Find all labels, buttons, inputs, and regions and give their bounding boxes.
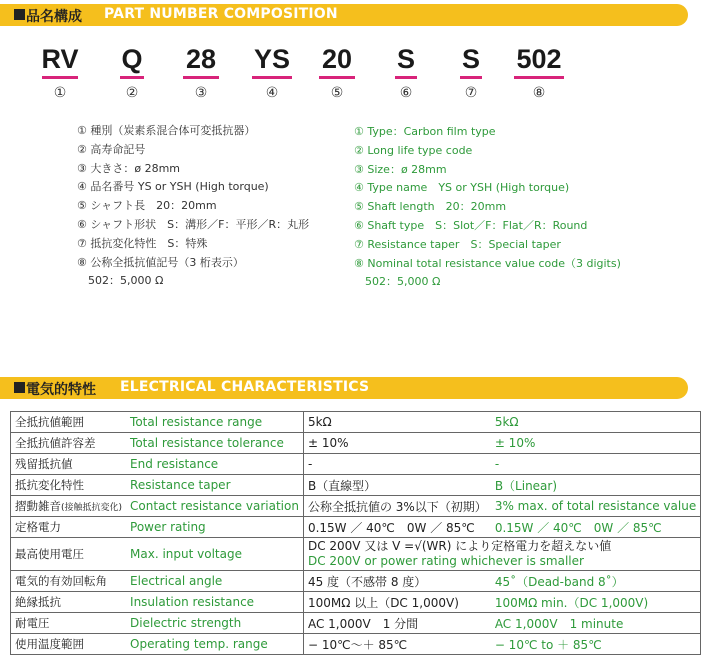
row-label-jp: 最高使用電圧 bbox=[11, 538, 127, 571]
code-underline bbox=[120, 76, 144, 79]
legend-item: ⑧ 公称全抵抗値記号（3 桁表示） bbox=[77, 255, 244, 269]
row-label-en: Power rating bbox=[126, 517, 303, 538]
row-value-jp: AC 1,000V 1 分間 bbox=[303, 613, 490, 634]
part-code-1 bbox=[30, 44, 90, 101]
legend-japanese bbox=[77, 122, 309, 291]
row-label-en: Insulation resistance bbox=[126, 592, 303, 613]
row-value-jp: 100MΩ 以上（DC 1,000V) bbox=[303, 592, 490, 613]
legend-item: 502：5,000 Ω bbox=[354, 275, 441, 289]
section-header-electrical bbox=[0, 377, 688, 399]
electrical-characteristics-table bbox=[10, 411, 701, 655]
legend-item: 502：5,000 Ω bbox=[77, 274, 164, 288]
table-row bbox=[11, 634, 701, 655]
legend-item: ④ 品名番号 YS or YSH (High torque) bbox=[77, 180, 269, 194]
code-underline bbox=[514, 76, 564, 79]
part-code-6 bbox=[376, 44, 436, 101]
label-main: 摺動雑音 bbox=[15, 499, 61, 513]
row-value-en: AC 1,000V 1 minute bbox=[491, 613, 701, 634]
legend-english bbox=[354, 123, 621, 292]
row-label-jp: 使用温度範囲 bbox=[11, 634, 127, 655]
code-text: 28 bbox=[185, 44, 217, 74]
row-label-jp: 定格電力 bbox=[11, 517, 127, 538]
legend-item: ⑥ シャフト形状 S：溝形／F：平形／R：丸形 bbox=[77, 217, 310, 231]
section-title-en: PART NUMBER COMPOSITION bbox=[104, 6, 338, 22]
row-label-en: Electrical angle bbox=[126, 571, 303, 592]
row-value-jp: − 10℃〜＋ 85℃ bbox=[303, 634, 490, 655]
row-value-en: 0.15W ／ 40℃ 0W ／ 85℃ bbox=[491, 517, 701, 538]
row-value-combined bbox=[303, 538, 700, 571]
row-value-jp: 公称全抵抗値の 3%以下（初期） bbox=[303, 496, 490, 517]
row-label-en: Max. input voltage bbox=[126, 538, 303, 571]
row-value-jp: B（直線型） bbox=[303, 475, 490, 496]
code-number: ② bbox=[125, 85, 139, 101]
row-label-en: Total resistance range bbox=[126, 412, 303, 433]
legend-item: ⑦ 抵抗変化特性 S：特殊 bbox=[77, 236, 208, 250]
row-label-jp: 抵抗変化特性 bbox=[11, 475, 127, 496]
code-number: ③ bbox=[194, 85, 208, 101]
table-row bbox=[11, 433, 701, 454]
part-code-2 bbox=[102, 44, 162, 101]
table-row bbox=[11, 571, 701, 592]
row-label-jp: 絶縁抵抗 bbox=[11, 592, 127, 613]
part-code-4 bbox=[242, 44, 302, 101]
legend-item: ⑥ Shaft type S：Slot／F：Flat／R：Round bbox=[354, 218, 588, 232]
legend-item: ① Type：Carbon film type bbox=[354, 125, 496, 138]
row-value-jp: 0.15W ／ 40℃ 0W ／ 85℃ bbox=[303, 517, 490, 538]
legend-item: ④ Type name YS or YSH (High torque) bbox=[354, 181, 570, 195]
row-label-en: Total resistance tolerance bbox=[126, 433, 303, 454]
label-sub: (接触抵抗変化) bbox=[61, 503, 123, 513]
row-label-jp: 耐電圧 bbox=[11, 613, 127, 634]
row-label-en: Operating temp. range bbox=[126, 634, 303, 655]
legend-item: ⑦ Resistance taper S：Special taper bbox=[354, 237, 561, 251]
part-code-7 bbox=[441, 44, 501, 101]
code-text: 20 bbox=[321, 44, 353, 74]
code-text: Q bbox=[121, 44, 143, 74]
legend-item: ⑤ Shaft length 20：20mm bbox=[354, 200, 507, 214]
row-value-en: - bbox=[491, 454, 701, 475]
section-title-jp: 電気的特性 bbox=[26, 382, 96, 398]
code-number: ④ bbox=[265, 85, 279, 101]
code-underline bbox=[319, 76, 355, 79]
code-underline bbox=[42, 76, 78, 79]
code-text: 502 bbox=[516, 44, 562, 74]
row-label-en: End resistance bbox=[126, 454, 303, 475]
table-row bbox=[11, 517, 701, 538]
legend-item: ② 高寿命記号 bbox=[77, 142, 146, 156]
code-text: RV bbox=[41, 44, 79, 74]
legend-item: ⑤ シャフト長 20：20mm bbox=[77, 199, 217, 213]
row-label-jp: 電気的有効回転角 bbox=[11, 571, 127, 592]
legend-item: ③ 大きさ：ø 28mm bbox=[77, 161, 181, 175]
part-code-5 bbox=[307, 44, 367, 101]
code-underline bbox=[183, 76, 219, 79]
section-title-jp: 品名構成 bbox=[26, 9, 82, 25]
code-number: ⑦ bbox=[464, 85, 478, 101]
table-row bbox=[11, 475, 701, 496]
row-value-en: 45˚（Dead-band 8˚） bbox=[491, 571, 701, 592]
code-number: ⑤ bbox=[330, 85, 344, 101]
legend-item: ① 種別（炭素系混合体可変抵抗器） bbox=[77, 124, 256, 137]
section-title-en: ELECTRICAL CHARACTERISTICS bbox=[120, 379, 370, 395]
row-label-en: Dielectric strength bbox=[126, 613, 303, 634]
row-value-jp: 5kΩ bbox=[303, 412, 490, 433]
row-label-jp: 全抵抗値許容差 bbox=[11, 433, 127, 454]
code-underline bbox=[252, 76, 292, 79]
row-value-en: 100MΩ min.（DC 1,000V) bbox=[491, 592, 701, 613]
legend-item: ② Long life type code bbox=[354, 143, 473, 157]
row-label-en: Resistance taper bbox=[126, 475, 303, 496]
row-value-en: ± 10% bbox=[491, 433, 701, 454]
table-row bbox=[11, 592, 701, 613]
table-row bbox=[11, 496, 701, 517]
part-code-3 bbox=[171, 44, 231, 101]
legend-item: ⑧ Nominal total resistance value code（3 digits) bbox=[354, 256, 621, 270]
row-value-jp: ± 10% bbox=[303, 433, 490, 454]
part-code-8 bbox=[509, 44, 569, 101]
row-value-en: 3% max. of total resistance value bbox=[491, 496, 701, 517]
row-label-jp: 残留抵抗値 bbox=[11, 454, 127, 475]
code-number: ⑧ bbox=[532, 85, 546, 101]
table-row bbox=[11, 613, 701, 634]
code-underline bbox=[460, 76, 482, 79]
table-row bbox=[11, 454, 701, 475]
section-header-part-number bbox=[0, 4, 688, 26]
row-value-jp: - bbox=[303, 454, 490, 475]
row-value-jp: 45 度（不感帯 8 度） bbox=[303, 571, 490, 592]
square-bullet-icon bbox=[14, 9, 25, 20]
row-label-en: Contact resistance variation bbox=[126, 496, 303, 517]
code-number: ⑥ bbox=[399, 85, 413, 101]
code-text: S bbox=[396, 44, 415, 74]
table-row bbox=[11, 538, 701, 571]
row-value-en: DC 200V or power rating whichever is smaller bbox=[307, 554, 584, 568]
row-label-jp bbox=[11, 496, 127, 517]
row-value-en: − 10℃ to ＋ 85℃ bbox=[491, 634, 701, 655]
square-bullet-icon bbox=[14, 382, 25, 393]
code-underline bbox=[395, 76, 417, 79]
row-value-en: B（Linear) bbox=[491, 475, 701, 496]
legend-item: ③ Size：ø 28mm bbox=[354, 162, 447, 176]
code-text: S bbox=[461, 44, 480, 74]
row-label-jp: 全抵抗値範囲 bbox=[11, 412, 127, 433]
row-value-jp: DC 200V 又は V =√(WR) により定格電力を超えない値 bbox=[307, 539, 612, 553]
row-value-en: 5kΩ bbox=[491, 412, 701, 433]
table-row bbox=[11, 412, 701, 433]
code-number: ① bbox=[53, 85, 67, 101]
code-text: YS bbox=[253, 44, 291, 74]
